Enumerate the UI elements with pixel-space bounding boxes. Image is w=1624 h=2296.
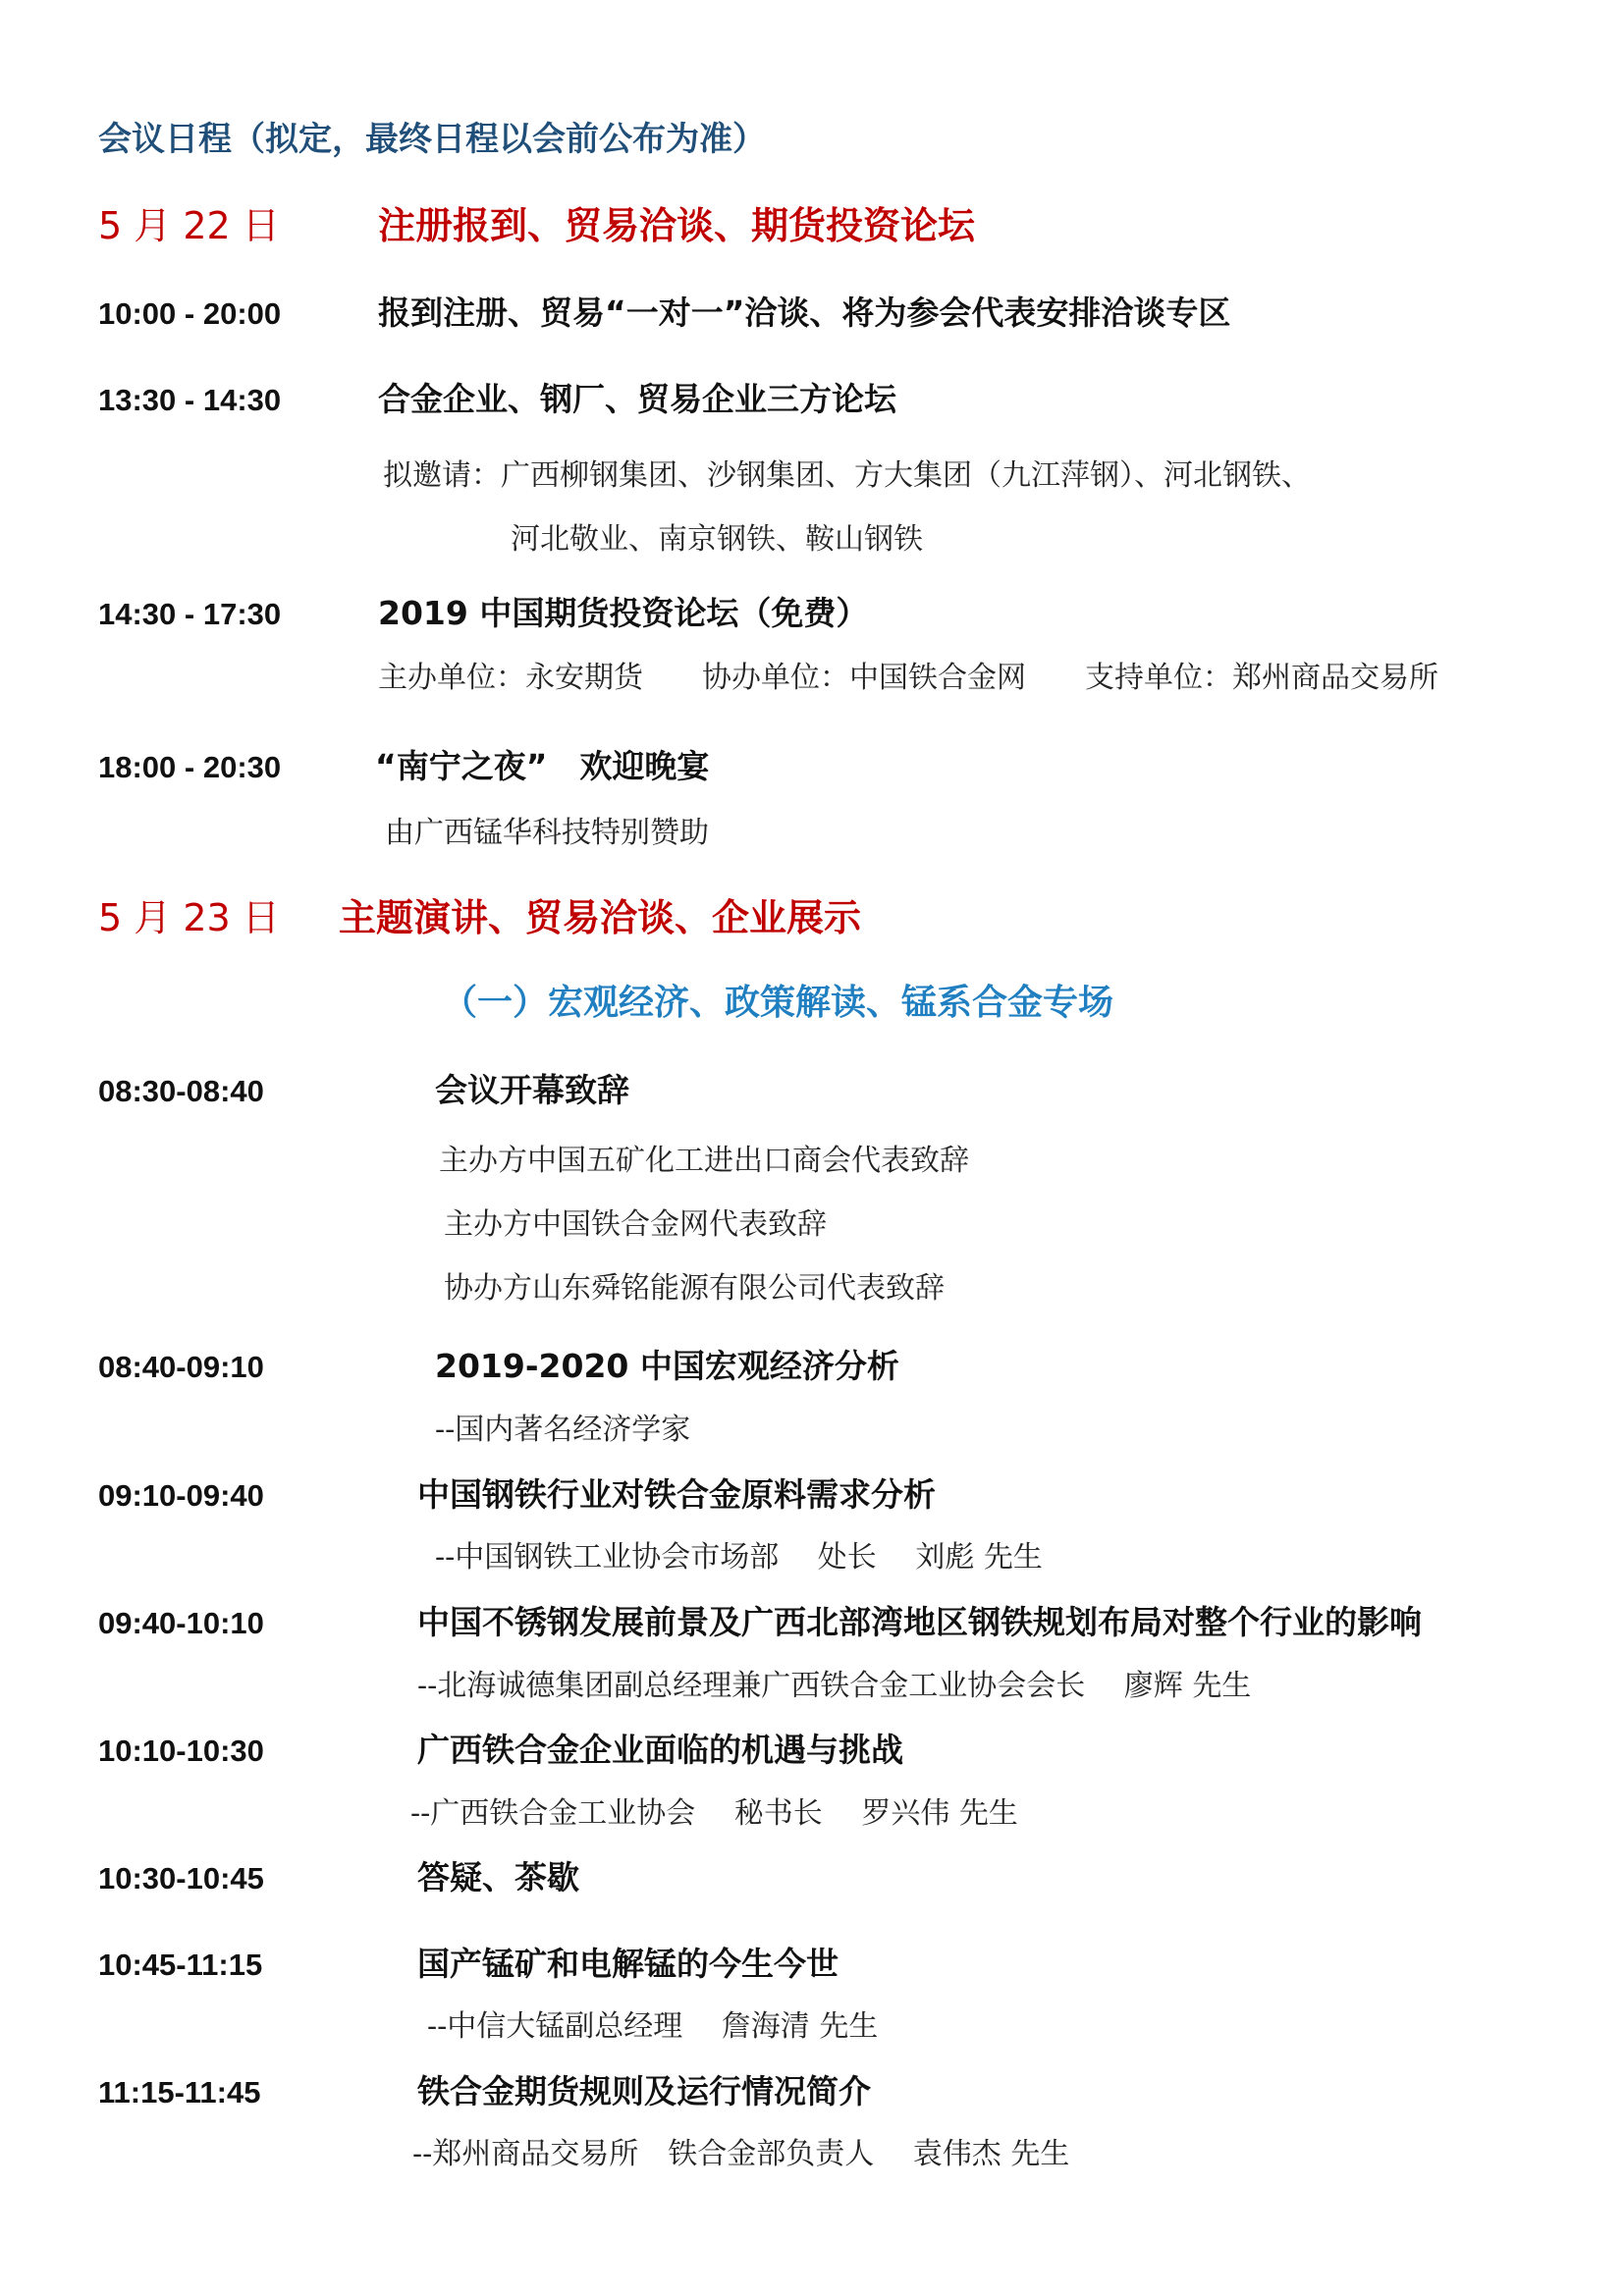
session-time: 09:40-10:10 (98, 1606, 264, 1640)
session-title: 铁合金期货规则及运行情况简介 (417, 2072, 871, 2110)
session-detail: 拟邀请：广西柳钢集团、沙钢集团、方大集团（九江萍钢）、河北钢铁、 (383, 458, 1311, 493)
session-detail: --北海诚德集团副总经理兼广西铁合金工业协会会长 廖辉 先生 (417, 1669, 1252, 1703)
session-title: 中国钢铁行业对铁合金原料需求分析 (417, 1475, 936, 1514)
session-title: 答疑、茶歇 (417, 1858, 579, 1896)
session-detail: 由广西锰华科技特别赞助 (385, 816, 709, 850)
agenda-heading: 会议日程（拟定，最终日程以会前公布为准） (98, 120, 766, 159)
session-title: 广西铁合金企业面临的机遇与挑战 (417, 1731, 903, 1769)
session-detail: 主办方中国铁合金网代表致辞 (444, 1207, 827, 1242)
session-detail: 河北敬业、南京钢铁、鞍山钢铁 (511, 522, 923, 557)
session-title: 2019 中国期货投资论坛（免费） (378, 594, 869, 632)
session-detail: --中国钢铁工业协会市场部 处长 刘彪 先生 (435, 1540, 1043, 1575)
session-time: 10:30-10:45 (98, 1861, 264, 1896)
day1-title: 注册报到、贸易洽谈、期货投资论坛 (378, 204, 976, 247)
session-time: 10:45-11:15 (98, 1948, 263, 1982)
session-time: 10:00 - 20:00 (98, 296, 282, 331)
session-time: 09:10-09:40 (98, 1478, 264, 1513)
day2-date: 5 月 23 日 (98, 896, 280, 939)
session-time: 08:30-08:40 (98, 1074, 264, 1108)
session-time: 10:10-10:30 (98, 1734, 264, 1768)
session-detail: --广西铁合金工业协会 秘书长 罗兴伟 先生 (410, 1796, 1018, 1831)
session-time: 13:30 - 14:30 (98, 383, 282, 417)
session-detail: 主办单位：永安期货 协办单位：中国铁合金网 支持单位：郑州商品交易所 (378, 661, 1438, 695)
session-title: 国产锰矿和电解锰的今生今世 (417, 1945, 839, 1983)
session-detail: 主办方中国五矿化工进出口商会代表致辞 (439, 1144, 969, 1178)
session-detail: 协办方山东舜铭能源有限公司代表致辞 (444, 1271, 945, 1306)
session-time: 11:15-11:45 (98, 2075, 261, 2109)
session-time: 08:40-09:10 (98, 1350, 264, 1384)
session-title: 会议开幕致辞 (435, 1071, 629, 1109)
session-title: 中国不锈钢发展前景及广西北部湾地区钢铁规划布局对整个行业的影响 (417, 1603, 1422, 1641)
day2-title: 主题演讲、贸易洽谈、企业展示 (339, 896, 862, 939)
day1-date: 5 月 22 日 (98, 204, 280, 247)
session-time: 18:00 - 20:30 (98, 750, 282, 784)
session-title: 2019-2020 中国宏观经济分析 (435, 1347, 899, 1385)
day2-section-title: （一）宏观经济、政策解读、锰系合金专场 (442, 983, 1114, 1023)
session-detail: --郑州商品交易所 铁合金部负责人 袁伟杰 先生 (412, 2137, 1070, 2171)
session-title: 报到注册、贸易“一对一”洽谈、将为参会代表安排洽谈专区 (378, 294, 1231, 332)
session-detail: --中信大锰副总经理 詹海清 先生 (427, 2009, 879, 2044)
session-detail: --国内著名经济学家 (435, 1413, 691, 1447)
session-time: 14:30 - 17:30 (98, 597, 282, 631)
session-title: 合金企业、钢厂、贸易企业三方论坛 (378, 380, 896, 418)
session-title: “南宁之夜” 欢迎晚宴 (375, 747, 710, 785)
